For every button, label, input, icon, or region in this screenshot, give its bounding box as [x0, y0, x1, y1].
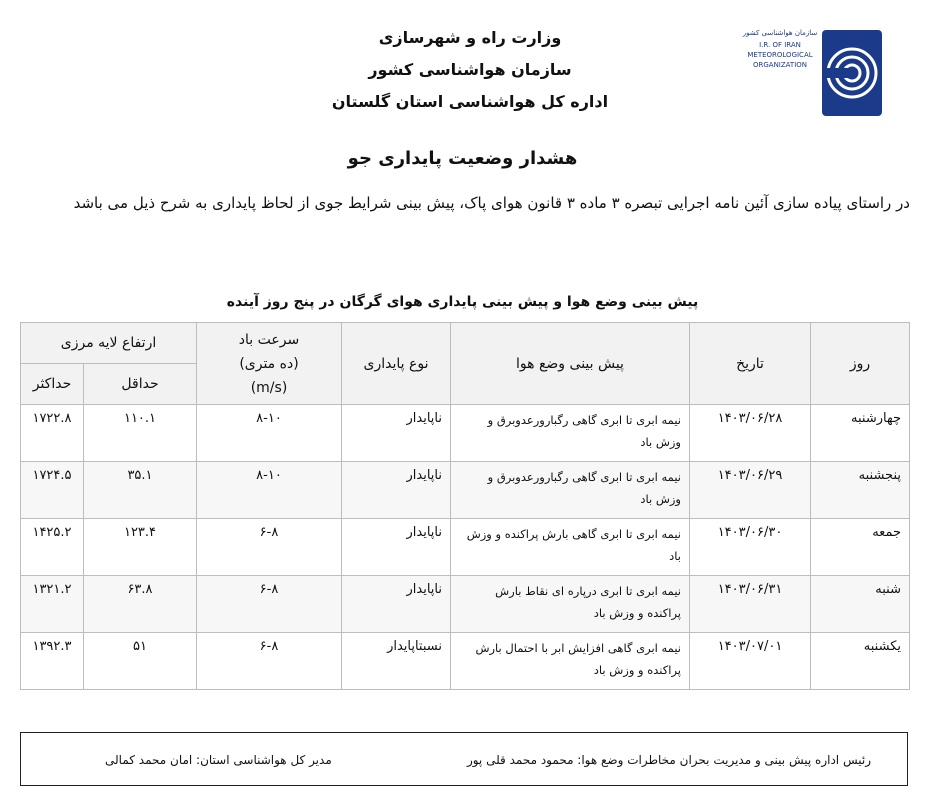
header-date: تاریخ [690, 323, 811, 405]
cell-day: شنبه [811, 576, 910, 633]
forecast-table [20, 322, 910, 690]
spiral-logo-icon [820, 28, 890, 118]
header-day: روز [811, 323, 910, 405]
cell-max: ۱۷۲۴.۵ [21, 462, 84, 519]
logo-text-en-1: I.R. OF IRAN [759, 41, 801, 49]
table-row [21, 633, 910, 690]
forecast-head-signature: رئیس اداره پیش بینی و مدیریت بحران مخاطرات وضع هوا: محمود محمد قلی پور [466, 753, 871, 767]
cell-forecast: نیمه ابری تا ابری گاهی رگبارورعدوبرق و وزش باد [451, 462, 690, 519]
cell-max: ۱۳۲۱.۲ [21, 576, 84, 633]
header-forecast: پیش بینی وضع هوا [451, 323, 690, 405]
header-min: حداقل [84, 364, 197, 405]
header-wind-line3: (m/s) [250, 379, 288, 396]
cell-date: ۱۴۰۳/۰۶/۲۹ [690, 462, 811, 519]
header-stability-type: نوع پایداری [342, 323, 451, 405]
cell-date: ۱۴۰۳/۰۶/۲۸ [690, 405, 811, 462]
cell-max: ۱۷۲۲.۸ [21, 405, 84, 462]
table-title: پیش بینی وضع هوا و پیش بینی پایداری هوای گرگان در پنج روز آینده [226, 294, 699, 310]
table-row [21, 519, 910, 576]
signature-footer [20, 732, 908, 786]
header-wind-line2: (ده متری) [239, 355, 299, 372]
cell-forecast: نیمه ابری گاهی افزایش ابر با احتمال بارش پراکنده و وزش باد [451, 633, 690, 690]
cell-wind: ۸-۱۰ [197, 462, 342, 519]
header-max: حداکثر [21, 364, 84, 405]
cell-stability-type: ناپایدار [342, 405, 451, 462]
logo-text-fa: سازمان هواشناسی کشور [742, 29, 818, 37]
cell-date: ۱۴۰۳/۰۶/۳۱ [690, 576, 811, 633]
logo-text-en-2: METEOROLOGICAL [747, 51, 813, 59]
table-row [21, 576, 910, 633]
cell-max: ۱۳۹۲.۳ [21, 633, 84, 690]
cell-stability-type: نسبتاپایدار [342, 633, 451, 690]
logo-text-en-3: ORGANIZATION [752, 61, 807, 69]
cell-day: پنجشنبه [811, 462, 910, 519]
organization-logo [742, 14, 890, 120]
cell-wind: ۶-۸ [197, 576, 342, 633]
table-row [21, 405, 910, 462]
cell-forecast: نیمه ابری تا ابری گاهی رگبارورعدوبرق و وزش باد [451, 405, 690, 462]
cell-stability-type: ناپایدار [342, 576, 451, 633]
cell-forecast: نیمه ابری تا ابری گاهی بارش پراکنده و وزش باد [451, 519, 690, 576]
header-wind-speed [197, 323, 342, 405]
cell-wind: ۸-۱۰ [197, 405, 342, 462]
cell-date: ۱۴۰۳/۰۶/۳۰ [690, 519, 811, 576]
department-name: اداره کل هواشناسی استان گلستان [331, 92, 609, 111]
table-row [21, 462, 910, 519]
cell-forecast: نیمه ابری تا ابری درپاره ای نقاط بارش پراکنده و وزش باد [451, 576, 690, 633]
cell-stability-type: ناپایدار [342, 519, 451, 576]
cell-min: ۳۵.۱ [84, 462, 197, 519]
cell-wind: ۶-۸ [197, 519, 342, 576]
cell-day: یکشنبه [811, 633, 910, 690]
cell-min: ۶۳.۸ [84, 576, 197, 633]
cell-wind: ۶-۸ [197, 633, 342, 690]
cell-min: ۱۱۰.۱ [84, 405, 197, 462]
cell-min: ۱۲۳.۴ [84, 519, 197, 576]
header-wind-line1: سرعت باد [238, 331, 300, 348]
organization-name: سازمان هواشناسی کشور [368, 60, 572, 79]
alert-title: هشدار وضعیت پایداری جو [347, 148, 578, 169]
ministry-name: وزارت راه و شهرسازی [378, 28, 562, 47]
director-general-signature: مدیر کل هواشناسی استان: امان محمد کمالی [105, 753, 332, 767]
cell-min: ۵۱ [84, 633, 197, 690]
cell-day: جمعه [811, 519, 910, 576]
cell-stability-type: ناپایدار [342, 462, 451, 519]
intro-paragraph: در راستای پیاده سازی آئین نامه اجرایی تبصره ۳ ماده ۳ قانون هوای پاک، پیش بینی شرایط جوی از لحاظ پایداری به شرح ذیل می باشد [73, 194, 910, 212]
header-boundary-layer: ارتفاع لایه مرزی [21, 323, 197, 364]
header [260, 22, 680, 118]
cell-day: چهارشنبه [811, 405, 910, 462]
cell-date: ۱۴۰۳/۰۷/۰۱ [690, 633, 811, 690]
cell-max: ۱۴۲۵.۲ [21, 519, 84, 576]
